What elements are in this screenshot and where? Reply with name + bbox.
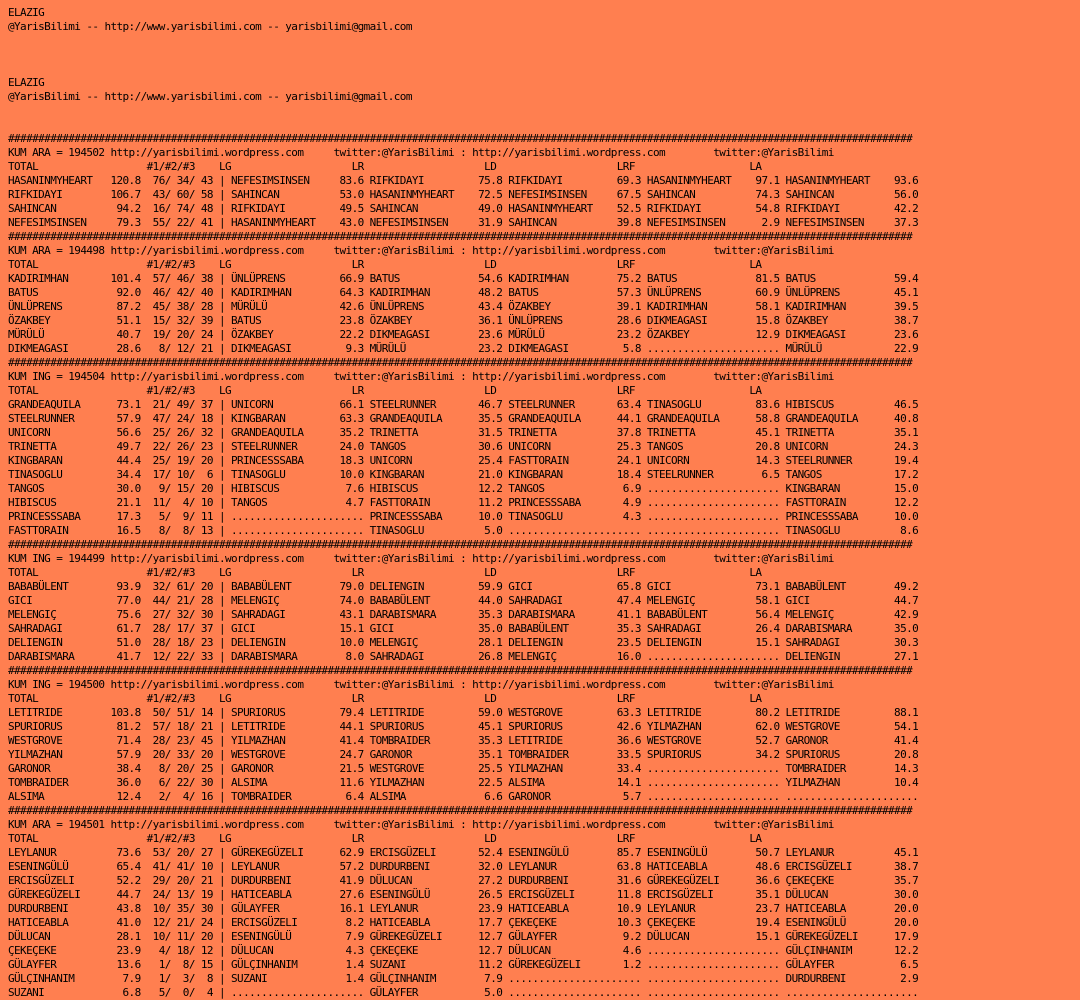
horse-row: TRINETTA 49.7 22/ 26/ 23 | STEELRUNNER 24.0 TANGOS 30.6 UNICORN 25.3 TANGOS 20.8 UNICORN 24.3: [8, 440, 919, 453]
race-header: KUM ING = 194504 http://yarisbilimi.wordpress.com twitter:@YarisBilimi : http://yarisbilimi.wordpress.com twitter:@YarisBilimi: [8, 370, 834, 383]
horse-row: HATICEABLA 41.0 12/ 21/ 24 | ERCISGÜZELI 8.2 HATICEABLA 17.7 ÇEKEÇEKE 10.3 ÇEKEÇEKE 19.4 ESENINGÜLÜ 20.0: [8, 916, 919, 929]
horse-row: LEYLANUR 73.6 53/ 20/ 27 | GÜREKEGÜZELI 62.9 ERCISGÜZELI 52.4 ESENINGÜLÜ 85.7 ESENINGÜLÜ 50.7 LEYLANUR 45.1: [8, 846, 919, 859]
horse-row: TINASOGLU 34.4 17/ 10/ 6 | TINASOGLU 10.0 KINGBARAN 21.0 KINGBARAN 18.4 STEELRUNNER 6.5 TANGOS 17.2: [8, 468, 919, 481]
column-header: TOTAL #1/#2/#3 LG LR LD LRF LA: [8, 832, 762, 845]
blank-line: [8, 118, 918, 132]
horse-row: LETITRIDE 103.8 50/ 51/ 14 | SPURIORUS 79.4 LETITRIDE 59.0 WESTGROVE 63.3 LETITRIDE 80.2 LETITRIDE 88.1: [8, 706, 919, 719]
section-divider: ######################################################################################################################################################: [8, 356, 913, 369]
horse-row: TOMBRAIDER 36.0 6/ 22/ 30 | ALSIMA 11.6 YILMAZHAN 22.5 ALSIMA 14.1 ...................... YILMAZHAN 10.4: [8, 776, 919, 789]
horse-row: KADIRIMHAN 101.4 57/ 46/ 38 | ÜNLÜPRENS 66.9 BATUS 54.6 KADIRIMHAN 75.2 BATUS 81.5 BATUS 59.4: [8, 272, 919, 285]
section-divider: ######################################################################################################################################################: [8, 538, 913, 551]
horse-row: GICI 77.0 44/ 21/ 28 | MELENGIÇ 74.0 BABABÜLENT 44.0 SAHRADAGI 47.4 MELENGIÇ 58.1 GICI 44.7: [8, 594, 919, 607]
horse-row: ERCISGÜZELI 52.2 29/ 20/ 21 | DURDURBENI 41.9 DÜLUCAN 27.2 DURDURBENI 31.6 GÜREKEGÜZELI 36.6 ÇEKEÇEKE 35.7: [8, 874, 919, 887]
horse-row: DÜLUCAN 28.1 10/ 11/ 20 | ESENINGÜLÜ 7.9 GÜREKEGÜZELI 12.7 GÜLAYFER 9.2 DÜLUCAN 15.1 GÜREKEGÜZELI 17.9: [8, 930, 919, 943]
blank-line: [8, 48, 918, 62]
horse-row: FASTTORAIN 16.5 8/ 8/ 13 | ...................... TINASOGLU 5.0 ...................... ...................... TINASOGLU 8.6: [8, 524, 919, 537]
horse-row: DELIENGIN 51.0 28/ 18/ 23 | DELIENGIN 10.0 MELENGIÇ 28.1 DELIENGIN 23.5 DELIENGIN 15.1 SAHRADAGI 30.3: [8, 636, 919, 649]
site-credit: @YarisBilimi -- http://www.yarisbilimi.com -- yarisbilimi@gmail.com: [8, 20, 412, 33]
column-header: TOTAL #1/#2/#3 LG LR LD LRF LA: [8, 566, 762, 579]
race-header: KUM ARA = 194501 http://yarisbilimi.wordpress.com twitter:@YarisBilimi : http://yarisbilimi.wordpress.com twitter:@YarisBilimi: [8, 818, 834, 831]
horse-row: NEFESIMSINSEN 79.3 55/ 22/ 41 | HASANINMYHEART 43.0 NEFESIMSINSEN 31.9 SAHINCAN 39.8 NEFESIMSINSEN 2.9 NEFESIMSINSEN 37.3: [8, 216, 919, 229]
horse-row: ÖZAKBEY 51.1 15/ 32/ 39 | BATUS 23.8 ÖZAKBEY 36.1 ÜNLÜPRENS 28.6 DIKMEAGASI 15.8 ÖZAKBEY 38.7: [8, 314, 919, 327]
horse-row: BABABÜLENT 93.9 32/ 61/ 20 | BABABÜLENT 79.0 DELIENGIN 59.9 GICI 65.8 GICI 73.1 BABABÜLENT 49.2: [8, 580, 919, 593]
section-divider: ######################################################################################################################################################: [8, 664, 913, 677]
race-header: KUM ARA = 194498 http://yarisbilimi.wordpress.com twitter:@YarisBilimi : http://yarisbilimi.wordpress.com twitter:@YarisBilimi: [8, 244, 834, 257]
race-header: KUM ARA = 194502 http://yarisbilimi.wordpress.com twitter:@YarisBilimi : http://yarisbilimi.wordpress.com twitter:@YarisBilimi: [8, 146, 834, 159]
city-title: ELAZIG: [8, 6, 45, 19]
section-divider: ######################################################################################################################################################: [8, 230, 913, 243]
column-header: TOTAL #1/#2/#3 LG LR LD LRF LA: [8, 160, 762, 173]
horse-row: BATUS 92.0 46/ 42/ 40 | KADIRIMHAN 64.3 KADIRIMHAN 48.2 BATUS 57.3 ÜNLÜPRENS 60.9 ÜNLÜPRENS 45.1: [8, 286, 919, 299]
horse-row: YILMAZHAN 57.9 20/ 33/ 20 | WESTGROVE 24.7 GARONOR 35.1 TOMBRAIDER 33.5 SPURIORUS 34.2 SPURIORUS 20.8: [8, 748, 919, 761]
horse-row: GÜLAYFER 13.6 1/ 8/ 15 | GÜLÇINHANIM 1.4 SUZANI 11.2 GÜREKEGÜZELI 1.2 ...................... GÜLAYFER 6.5: [8, 958, 919, 971]
race-report-text: [8, 6, 918, 1000]
horse-row: ÇEKEÇEKE 23.9 4/ 18/ 12 | DÜLUCAN 4.3 ÇEKEÇEKE 12.7 DÜLUCAN 4.6 ...................... GÜLÇINHANIM 12.2: [8, 944, 919, 957]
horse-row: DURDURBENI 43.8 10/ 35/ 30 | GÜLAYFER 16.1 LEYLANUR 23.9 HATICEABLA 10.9 LEYLANUR 23.7 HATICEABLA 20.0: [8, 902, 919, 915]
blank-line: [8, 34, 918, 48]
horse-row: WESTGROVE 71.4 28/ 23/ 45 | YILMAZHAN 41.4 TOMBRAIDER 35.3 LETITRIDE 36.6 WESTGROVE 52.7 GARONOR 41.4: [8, 734, 919, 747]
city-title: ELAZIG: [8, 76, 45, 89]
column-header: TOTAL #1/#2/#3 LG LR LD LRF LA: [8, 258, 762, 271]
horse-row: ÜNLÜPRENS 87.2 45/ 38/ 28 | MÜRÜLÜ 42.6 ÜNLÜPRENS 43.4 ÖZAKBEY 39.1 KADIRIMHAN 58.1 KADIRIMHAN 39.5: [8, 300, 919, 313]
horse-row: PRINCESSSABA 17.3 5/ 9/ 11 | ...................... PRINCESSSABA 10.0 TINASOGLU 4.3 ...................... PRINCESSSABA 10.0: [8, 510, 919, 523]
site-credit: @YarisBilimi -- http://www.yarisbilimi.com -- yarisbilimi@gmail.com: [8, 90, 412, 103]
horse-row: SUZANI 6.8 5/ 0/ 4 | ...................... GÜLAYFER 5.0 ...................... ...................... ......................: [8, 986, 919, 999]
horse-row: UNICORN 56.6 25/ 26/ 32 | GRANDEAQUILA 35.2 TRINETTA 31.5 TRINETTA 37.8 TRINETTA 45.1 TRINETTA 35.1: [8, 426, 919, 439]
horse-row: DIKMEAGASI 28.6 8/ 12/ 21 | DIKMEAGASI 9.3 MÜRÜLÜ 23.2 DIKMEAGASI 5.8 ...................... MÜRÜLÜ 22.9: [8, 342, 919, 355]
horse-row: DARABISMARA 41.7 12/ 22/ 33 | DARABISMARA 8.0 SAHRADAGI 26.8 MELENGIÇ 16.0 ...................... DELIENGIN 27.1: [8, 650, 919, 663]
horse-row: GÜREKEGÜZELI 44.7 24/ 13/ 19 | HATICEABLA 27.6 ESENINGÜLÜ 26.5 ERCISGÜZELI 11.8 ERCISGÜZELI 35.1 DÜLUCAN 30.0: [8, 888, 919, 901]
horse-row: ESENINGÜLÜ 65.4 41/ 41/ 10 | LEYLANUR 57.2 DURDURBENI 32.0 LEYLANUR 63.8 HATICEABLA 48.6 ERCISGÜZELI 38.7: [8, 860, 919, 873]
horse-row: GRANDEAQUILA 73.1 21/ 49/ 37 | UNICORN 66.1 STEELRUNNER 46.7 STEELRUNNER 63.4 TINASOGLU 83.6 HIBISCUS 46.5: [8, 398, 919, 411]
horse-row: MELENGIÇ 75.6 27/ 32/ 30 | SAHRADAGI 43.1 DARABISMARA 35.3 DARABISMARA 41.1 BABABÜLENT 56.4 MELENGIÇ 42.9: [8, 608, 919, 621]
horse-row: SAHRADAGI 61.7 28/ 17/ 37 | GICI 15.1 GICI 35.0 BABABÜLENT 35.3 SAHRADAGI 26.4 DARABISMARA 35.0: [8, 622, 919, 635]
horse-row: STEELRUNNER 57.9 47/ 24/ 18 | KINGBARAN 63.3 GRANDEAQUILA 35.5 GRANDEAQUILA 44.1 GRANDEAQUILA 58.8 GRANDEAQUILA 40.8: [8, 412, 919, 425]
horse-row: KINGBARAN 44.4 25/ 19/ 20 | PRINCESSSABA 18.3 UNICORN 25.4 FASTTORAIN 24.1 UNICORN 14.3 STEELRUNNER 19.4: [8, 454, 919, 467]
horse-row: RIFKIDAYI 106.7 43/ 60/ 58 | SAHINCAN 53.0 HASANINMYHEART 72.5 NEFESIMSINSEN 67.5 SAHINCAN 74.3 SAHINCAN 56.0: [8, 188, 919, 201]
horse-row: TANGOS 30.0 9/ 15/ 20 | HIBISCUS 7.6 HIBISCUS 12.2 TANGOS 6.9 ...................... KINGBARAN 15.0: [8, 482, 919, 495]
section-divider: ######################################################################################################################################################: [8, 804, 913, 817]
column-header: TOTAL #1/#2/#3 LG LR LD LRF LA: [8, 384, 762, 397]
horse-row: ALSIMA 12.4 2/ 4/ 16 | TOMBRAIDER 6.4 ALSIMA 6.6 GARONOR 5.7 ...................... ......................: [8, 790, 919, 803]
blank-line: [8, 104, 918, 118]
horse-row: SAHINCAN 94.2 16/ 74/ 48 | RIFKIDAYI 49.5 SAHINCAN 49.0 HASANINMYHEART 52.5 RIFKIDAYI 54.8 RIFKIDAYI 42.2: [8, 202, 919, 215]
horse-row: GÜLÇINHANIM 7.9 1/ 3/ 8 | SUZANI 1.4 GÜLÇINHANIM 7.9 ...................... ...................... DURDURBENI 2.9: [8, 972, 919, 985]
horse-row: MÜRÜLÜ 40.7 19/ 20/ 24 | ÖZAKBEY 22.2 DIKMEAGASI 23.6 MÜRÜLÜ 23.2 ÖZAKBEY 12.9 DIKMEAGASI 23.6: [8, 328, 919, 341]
horse-row: HIBISCUS 21.1 11/ 4/ 10 | TANGOS 4.7 FASTTORAIN 11.2 PRINCESSSABA 4.9 ...................... FASTTORAIN 12.2: [8, 496, 919, 509]
race-header: KUM ING = 194500 http://yarisbilimi.wordpress.com twitter:@YarisBilimi : http://yarisbilimi.wordpress.com twitter:@YarisBilimi: [8, 678, 834, 691]
horse-row: SPURIORUS 81.2 57/ 18/ 21 | LETITRIDE 44.1 SPURIORUS 45.1 SPURIORUS 42.6 YILMAZHAN 62.0 WESTGROVE 54.1: [8, 720, 919, 733]
section-divider: ######################################################################################################################################################: [8, 132, 913, 145]
race-header: KUM ING = 194499 http://yarisbilimi.wordpress.com twitter:@YarisBilimi : http://yarisbilimi.wordpress.com twitter:@YarisBilimi: [8, 552, 834, 565]
blank-line: [8, 62, 918, 76]
horse-row: GARONOR 38.4 8/ 20/ 25 | GARONOR 21.5 WESTGROVE 25.5 YILMAZHAN 33.4 ...................... TOMBRAIDER 14.3: [8, 762, 919, 775]
horse-row: HASANINMYHEART 120.8 76/ 34/ 43 | NEFESIMSINSEN 83.6 RIFKIDAYI 75.8 RIFKIDAYI 69.3 HASANINMYHEART 97.1 HASANINMYHEART 93.6: [8, 174, 919, 187]
column-header: TOTAL #1/#2/#3 LG LR LD LRF LA: [8, 692, 762, 705]
